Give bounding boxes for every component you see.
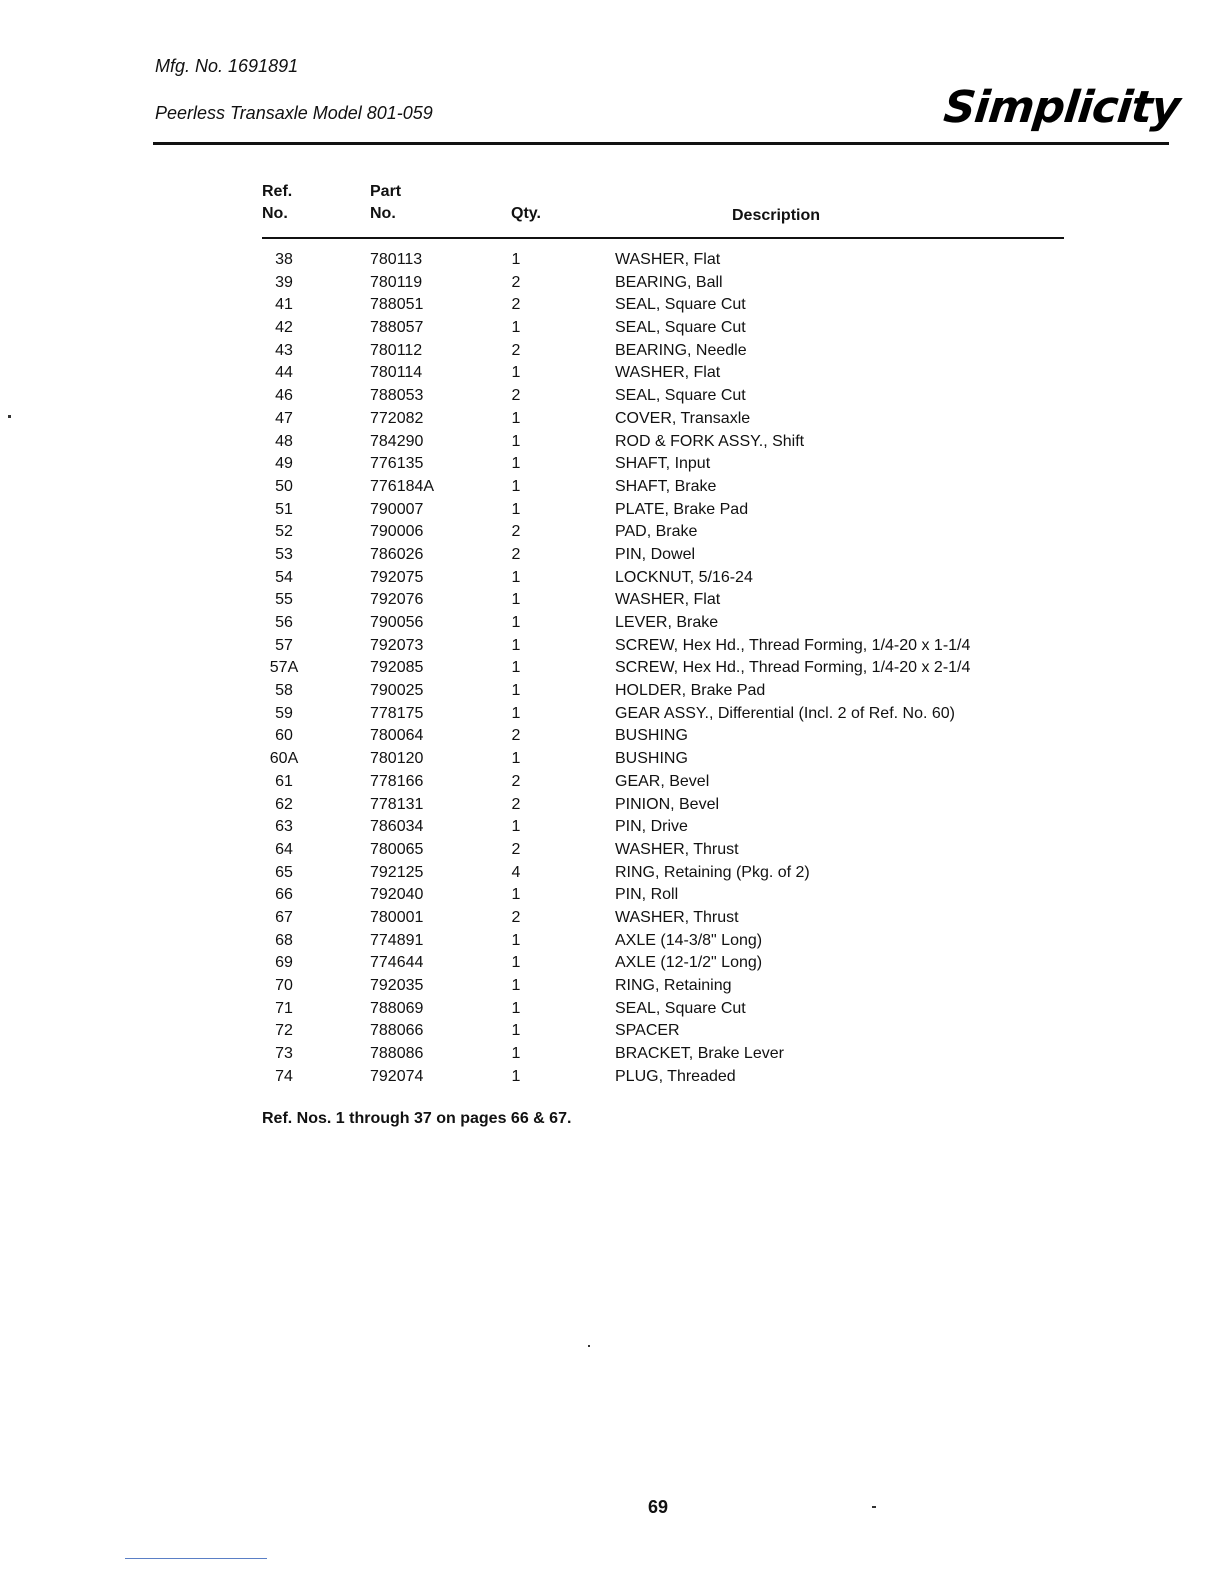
description-cell: SEAL, Square Cut (615, 319, 746, 337)
description-cell: WASHER, Thrust (615, 840, 739, 858)
part-number-cell: 792040 (370, 886, 424, 904)
part-number-cell: 792075 (370, 568, 424, 586)
description-cell: BUSHING (615, 750, 688, 768)
part-number-cell: 792125 (370, 863, 424, 881)
part-number-cell: 772082 (370, 409, 424, 427)
qty-cell: 1 (511, 614, 521, 631)
header-divider (153, 142, 1169, 145)
col-header-part (370, 181, 401, 225)
ref-cell: 56 (275, 614, 293, 631)
ref-cell: 61 (275, 772, 293, 790)
mfg-number: Mfg. No. 1691891 (155, 56, 299, 76)
ref-cell: 51 (275, 500, 293, 518)
description-cell: HOLDER, Brake Pad (615, 682, 766, 700)
table-row (0, 884, 1224, 907)
part-number-cell: 788051 (370, 296, 424, 314)
part-number-cell: 792073 (370, 636, 424, 654)
table-row (0, 1043, 1224, 1066)
table-row (0, 544, 1224, 567)
part-number-cell: 780120 (370, 750, 424, 768)
ref-cell: 47 (275, 409, 293, 427)
table-row (0, 567, 1224, 590)
col-header-ref-line1: Ref. (262, 183, 293, 200)
part-number-cell: 780113 (370, 251, 423, 268)
qty-cell: 1 (511, 432, 521, 450)
ref-cell: 46 (275, 387, 293, 405)
part-number-cell: 786034 (370, 818, 424, 836)
qty-cell: 2 (511, 296, 521, 314)
part-number-cell: 784290 (370, 432, 424, 450)
ref-cell: 67 (275, 908, 293, 926)
table-row (0, 862, 1224, 885)
part-number-cell: 788066 (370, 1022, 424, 1040)
part-number-cell: 790056 (370, 614, 424, 631)
part-number-cell: 780112 (370, 341, 423, 359)
table-header-divider (262, 237, 1064, 239)
description-cell: SEAL, Square Cut (615, 387, 746, 405)
col-header-ref-line2: No. (262, 205, 288, 222)
description-cell: RING, Retaining (615, 977, 732, 994)
qty-cell: 2 (511, 545, 521, 563)
description-cell: BEARING, Needle (615, 341, 747, 359)
part-number-cell: 790025 (370, 682, 424, 700)
table-row (0, 249, 1224, 272)
ref-cell: 62 (275, 795, 293, 813)
scan-speck (588, 1345, 590, 1347)
ref-cell: 53 (275, 545, 293, 563)
part-number-cell: 780001 (370, 908, 424, 926)
ref-cell: 70 (275, 977, 293, 994)
qty-cell: 1 (511, 1045, 521, 1063)
qty-cell: 2 (511, 908, 521, 926)
qty-cell: 1 (511, 750, 521, 768)
ref-cell: 55 (275, 591, 293, 609)
qty-cell: 1 (511, 659, 521, 677)
table-row (0, 771, 1224, 794)
ref-cell: 59 (275, 704, 293, 722)
description-cell: SEAL, Square Cut (615, 296, 746, 314)
description-cell: SHAFT, Brake (615, 477, 717, 495)
table-row (0, 680, 1224, 703)
table-row (0, 612, 1224, 635)
part-number-cell: 776184A (370, 477, 435, 495)
qty-cell: 2 (511, 273, 521, 291)
part-number-cell: 778166 (370, 772, 424, 790)
table-row (0, 589, 1224, 612)
description-cell: BRACKET, Brake Lever (615, 1045, 784, 1063)
qty-cell: 2 (511, 795, 521, 813)
description-cell: AXLE (12-1/2" Long) (615, 954, 763, 972)
qty-cell: 1 (511, 954, 521, 972)
table-row (0, 362, 1224, 385)
ref-cell: 60 (275, 727, 293, 745)
table-row (0, 952, 1224, 975)
table-row (0, 385, 1224, 408)
qty-cell: 1 (511, 1067, 521, 1085)
description-cell: WASHER, Flat (615, 251, 721, 268)
part-number-cell: 780064 (370, 727, 424, 745)
qty-cell: 2 (511, 523, 521, 541)
table-row (0, 657, 1224, 680)
col-header-description: Description (732, 207, 821, 224)
description-cell: WASHER, Flat (615, 364, 721, 382)
ref-cell: 50 (275, 477, 293, 495)
col-header-ref (262, 181, 292, 225)
description-cell: PIN, Drive (615, 818, 688, 836)
table-row (0, 453, 1224, 476)
part-number-cell: 780119 (370, 273, 423, 291)
part-number-cell: 774891 (370, 931, 424, 949)
part-number-cell: 780065 (370, 840, 424, 858)
ref-cell: 68 (275, 931, 293, 949)
qty-cell: 1 (511, 591, 521, 609)
col-header-part-line1: Part (370, 183, 402, 200)
qty-cell: 1 (511, 251, 521, 268)
table-row (0, 975, 1224, 998)
description-cell: LOCKNUT, 5/16-24 (615, 568, 753, 586)
ref-cell: 43 (275, 341, 293, 359)
description-cell: PIN, Dowel (615, 545, 696, 563)
qty-cell: 1 (511, 704, 521, 722)
part-number-cell: 790007 (370, 500, 424, 518)
table-row (0, 408, 1224, 431)
description-cell: LEVER, Brake (615, 614, 719, 631)
description-cell: PAD, Brake (615, 523, 698, 541)
table-row (0, 272, 1224, 295)
description-cell: BEARING, Ball (615, 273, 723, 291)
ref-cell: 63 (275, 818, 293, 836)
description-cell: SPACER (615, 1022, 680, 1040)
scan-speck (8, 415, 11, 418)
qty-cell: 2 (511, 727, 521, 745)
table-row (0, 816, 1224, 839)
table-row (0, 703, 1224, 726)
footnote: Ref. Nos. 1 through 37 on pages 66 & 67. (262, 1110, 572, 1127)
part-number-cell: 792085 (370, 659, 424, 677)
description-cell: GEAR, Bevel (615, 772, 710, 790)
qty-cell: 1 (511, 977, 521, 994)
ref-cell: 73 (275, 1045, 293, 1063)
description-cell: COVER, Transaxle (615, 409, 751, 427)
table-row (0, 499, 1224, 522)
description-cell: PIN, Roll (615, 886, 679, 904)
brand-logo: Simplicity (941, 82, 1182, 133)
qty-cell: 1 (511, 818, 521, 836)
part-number-cell: 792076 (370, 591, 424, 609)
description-cell: BUSHING (615, 727, 688, 745)
part-number-cell: 788086 (370, 1045, 424, 1063)
table-row (0, 1020, 1224, 1043)
table-row (0, 839, 1224, 862)
table-row (0, 521, 1224, 544)
description-cell: AXLE (14-3/8" Long) (615, 931, 763, 949)
ref-cell: 54 (275, 568, 293, 586)
qty-cell: 1 (511, 409, 521, 427)
ref-cell: 64 (275, 840, 293, 858)
col-header-part-line2: No. (370, 205, 396, 222)
description-cell: SCREW, Hex Hd., Thread Forming, 1/4-20 x 1-1/4 (615, 636, 971, 654)
qty-cell: 2 (511, 341, 521, 359)
ref-cell: 69 (275, 954, 293, 972)
table-row (0, 317, 1224, 340)
table-row (0, 794, 1224, 817)
part-number-cell: 790006 (370, 523, 424, 541)
ref-cell: 48 (275, 432, 293, 450)
part-number-cell: 780114 (370, 364, 423, 382)
qty-cell: 4 (511, 863, 521, 881)
qty-cell: 2 (511, 387, 521, 405)
description-cell: GEAR ASSY., Differential (Incl. 2 of Ref. No. 60) (615, 704, 956, 722)
part-number-cell: 788053 (370, 387, 424, 405)
description-cell: SEAL, Square Cut (615, 999, 746, 1017)
ref-cell: 71 (275, 999, 293, 1017)
qty-cell: 2 (511, 840, 521, 858)
qty-cell: 1 (511, 364, 521, 382)
qty-cell: 1 (511, 1022, 521, 1040)
part-number-cell: 788057 (370, 319, 424, 337)
ref-cell: 41 (275, 296, 293, 314)
qty-cell: 1 (511, 455, 521, 473)
qty-cell: 1 (511, 886, 521, 904)
ref-cell: 60A (269, 750, 299, 768)
ref-cell: 49 (275, 455, 293, 473)
table-row (0, 930, 1224, 953)
table-row (0, 725, 1224, 748)
ref-cell: 57A (269, 659, 299, 677)
description-cell: PLUG, Threaded (615, 1067, 736, 1085)
page-number: 69 (648, 1497, 669, 1517)
table-row (0, 431, 1224, 454)
ref-cell: 66 (275, 886, 293, 904)
table-row (0, 294, 1224, 317)
description-cell: ROD & FORK ASSY., Shift (615, 432, 805, 450)
qty-cell: 1 (511, 477, 521, 495)
ref-cell: 52 (275, 523, 293, 541)
ref-cell: 74 (275, 1067, 293, 1085)
table-row (0, 476, 1224, 499)
table-row (0, 1066, 1224, 1089)
qty-cell: 1 (511, 568, 521, 586)
description-cell: PLATE, Brake Pad (615, 500, 749, 518)
qty-cell: 1 (511, 682, 521, 700)
ref-cell: 38 (275, 251, 293, 268)
table-row (0, 998, 1224, 1021)
qty-cell: 2 (511, 772, 521, 790)
qty-cell: 1 (511, 931, 521, 949)
ref-cell: 58 (275, 682, 293, 700)
part-number-cell: 788069 (370, 999, 424, 1017)
col-header-qty: Qty. (511, 205, 541, 222)
ref-cell: 42 (275, 319, 293, 337)
qty-cell: 1 (511, 500, 521, 518)
ref-cell: 72 (275, 1022, 293, 1040)
scan-edge-line (125, 1558, 267, 1559)
description-cell: RING, Retaining (Pkg. of 2) (615, 863, 810, 881)
part-number-cell: 778175 (370, 704, 424, 722)
description-cell: WASHER, Thrust (615, 908, 739, 926)
ref-cell: 44 (275, 364, 293, 382)
description-cell: WASHER, Flat (615, 591, 721, 609)
parts-table (0, 249, 1224, 1088)
description-cell: PINION, Bevel (615, 795, 720, 813)
table-row (0, 907, 1224, 930)
ref-cell: 39 (275, 273, 293, 291)
table-row (0, 340, 1224, 363)
description-cell: SCREW, Hex Hd., Thread Forming, 1/4-20 x 2-1/4 (615, 659, 971, 677)
ref-cell: 65 (275, 863, 293, 881)
table-row (0, 635, 1224, 658)
part-number-cell: 774644 (370, 954, 424, 972)
part-number-cell: 778131 (370, 795, 424, 813)
part-number-cell: 792074 (370, 1067, 424, 1085)
transaxle-model: Peerless Transaxle Model 801-059 (155, 103, 433, 123)
scan-speck (872, 1506, 876, 1508)
qty-cell: 1 (511, 999, 521, 1017)
part-number-cell: 786026 (370, 545, 424, 563)
part-number-cell: 792035 (370, 977, 424, 994)
qty-cell: 1 (511, 636, 521, 654)
ref-cell: 57 (275, 636, 293, 654)
part-number-cell: 776135 (370, 455, 424, 473)
description-cell: SHAFT, Input (615, 455, 711, 473)
qty-cell: 1 (511, 319, 521, 337)
table-row (0, 748, 1224, 771)
